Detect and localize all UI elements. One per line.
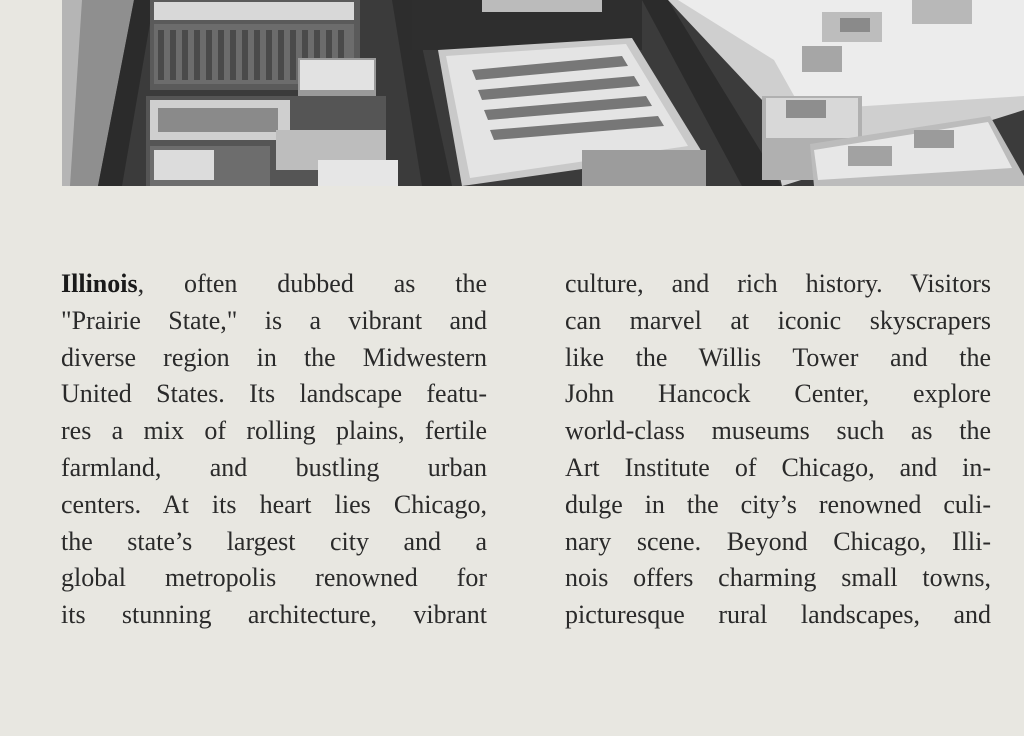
text-line: global metropolis renowned for	[61, 563, 487, 593]
text-line: dulge in the city’s renowned culi-	[565, 489, 991, 519]
text-line: can marvel at iconic skyscrapers	[565, 305, 991, 335]
article-column-right	[565, 266, 991, 634]
text-line: culture, and rich history. Visitors	[565, 269, 991, 298]
text-line: farmland, and bustling urban	[61, 452, 487, 482]
text-line: world-class museums such as the	[565, 416, 991, 446]
text-line: John Hancock Center, explore	[565, 379, 991, 409]
text-line	[61, 266, 487, 303]
text-line: its stunning architecture, vibrant	[61, 600, 487, 630]
text-line: the state’s largest city and a	[61, 526, 487, 556]
text-line: like the Willis Tower and the	[565, 342, 991, 372]
text-line: res a mix of rolling plains, fertile	[61, 416, 487, 446]
text-line: nary scene. Beyond Chicago, Illi-	[565, 526, 991, 556]
text-line: nois offers charming small towns,	[565, 563, 991, 593]
text-line: United States. Its landscape featu-	[61, 379, 487, 409]
text-line: Art Institute of Chicago, and in-	[565, 452, 991, 482]
text-line: diverse region in the Midwestern	[61, 342, 487, 372]
article-column-left	[61, 266, 487, 634]
text-line: "Prairie State," is a vibrant and	[61, 305, 487, 335]
text-fragment: , often dubbed as the	[137, 269, 487, 298]
aerial-city-photo	[62, 0, 1024, 186]
text-line: centers. At its heart lies Chicago,	[61, 489, 487, 519]
lead-word: Illinois	[61, 269, 138, 298]
text-line: picturesque rural landscapes, and	[565, 600, 991, 630]
